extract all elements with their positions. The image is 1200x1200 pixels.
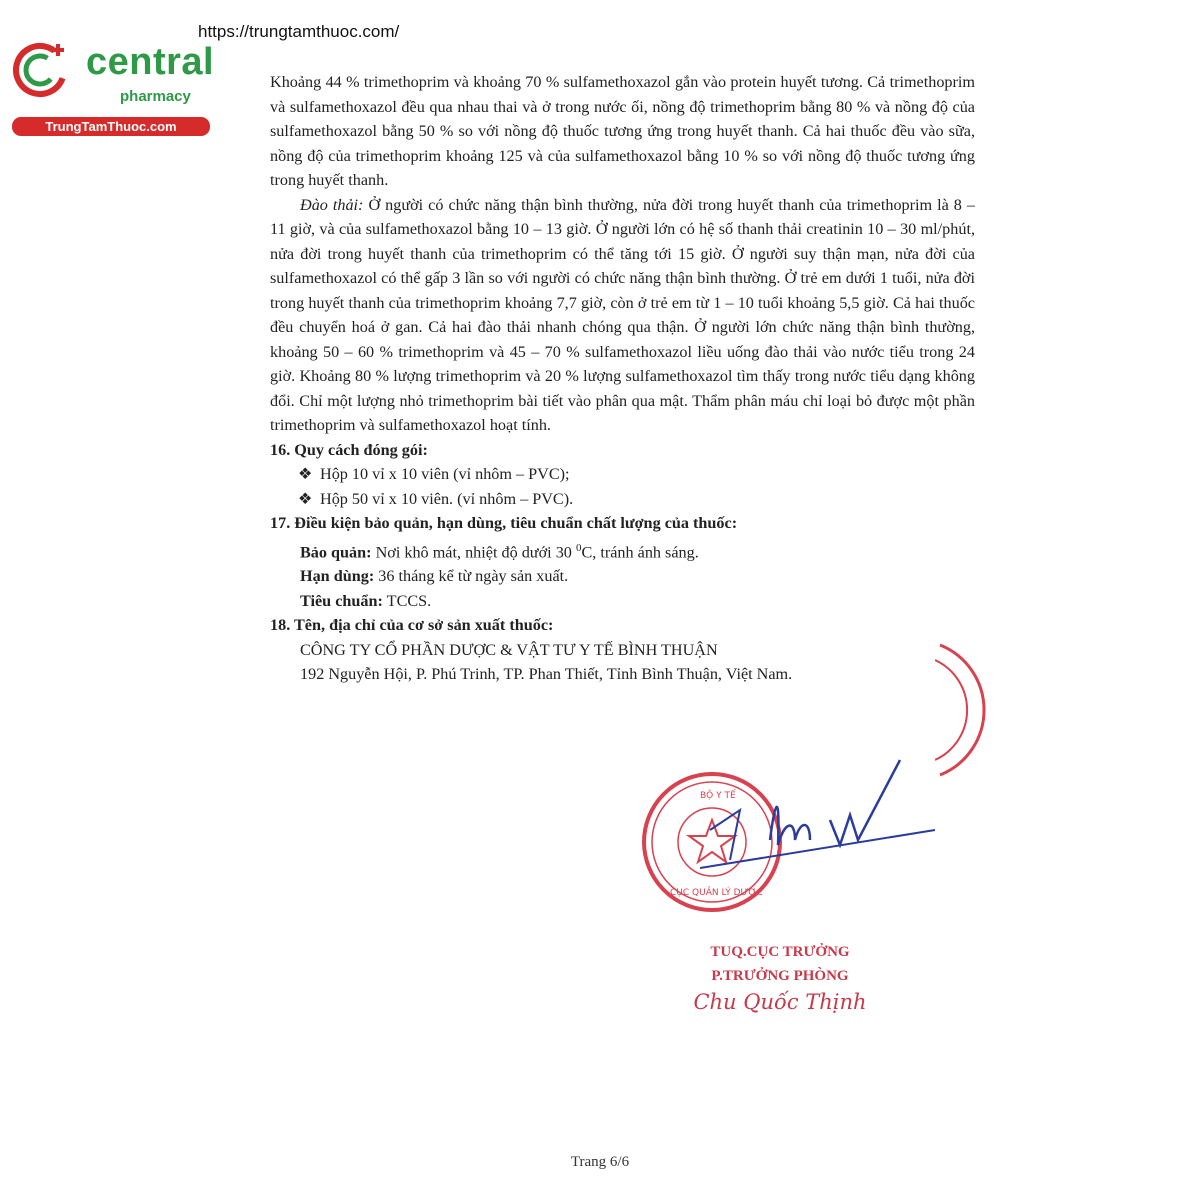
elimination-text: Ở người có chức năng thận bình thường, nửa đời trong huyết thanh của trimethoprim là 8 – 11 giờ, và của sulfamethoxazol bằng 10 – 13 giờ. Ở người lớn có hệ số thanh thải creatinin 10 – 30 ml/phút, nửa đời trong huyết thanh của trimethoprim có thể tăng tới 15 giờ. Ở người suy thận mạn, nửa đời của sulfamethoxazol có thể gấp 3 lần so với người có chức năng thận bình thường. Ở trẻ em dưới 1 tuổi, nửa đời trong huyết thanh của trimethoprim khoảng 7,7 giờ, còn ở trẻ em từ 1 – 10 tuổi khoảng 5,5 giờ. Cả hai thuốc đều chuyển hoá ở gan. Cả hai đào thải nhanh chóng qua thận. Ở người lớn chức năng thận bình thường, khoảng 50 – 60 % trimethoprim và 45 – 70 % sulfamethoxazol liều uống đào thải vào nước tiểu trong 24 giờ. Khoảng 80 % lượng trimethoprim và 20 % lượng sulfamethoxazol tìm thấy trong nước tiểu dạng không đổi. Chỉ một lượng nhỏ trimethoprim bài tiết vào phân qua mật. Thẩm phân máu chỉ loại bỏ được một phần trimethoprim và sulfamethoxazol hoạt tính. [270, 195, 975, 434]
storage-value-end: C, tránh ánh sáng. [581, 542, 699, 561]
storage-line [300, 536, 975, 565]
logo-name: central [86, 41, 215, 83]
signer-title-1: TUQ.CỤC TRƯỞNG [710, 944, 850, 960]
logo-banner: TrungTamThuoc.com [12, 117, 210, 136]
company-address: 192 Nguyễn Hội, P. Phú Trinh, TP. Phan Thiết, Tỉnh Bình Thuận, Việt Nam. [300, 665, 793, 684]
signer-name: Chu Quốc Thịnh [693, 990, 867, 1014]
handwritten-signature-icon [700, 750, 950, 880]
page-number: Trang 6/6 [570, 1154, 630, 1170]
package-item-text: Hộp 10 vỉ x 10 viên (vỉ nhôm – PVC); [320, 465, 570, 483]
degree-sign: 0 [575, 541, 582, 554]
company-name: CÔNG TY CỔ PHẦN DƯỢC & VẬT TƯ Y TẾ BÌNH THUẬN [300, 640, 718, 659]
logo-subtitle: pharmacy [120, 88, 191, 105]
paragraph-elimination [270, 193, 975, 438]
signature-block [690, 940, 870, 1014]
logo-ring-icon [10, 40, 70, 100]
expiry-line [300, 564, 975, 589]
section-16-heading: 16. Quy cách đóng gói: [270, 440, 428, 459]
expiry-value: 36 tháng kể từ ngày sản xuất. [374, 567, 569, 586]
signer-title-2: P.TRƯỞNG PHÒNG [711, 968, 849, 984]
standard-value: TCCS. [382, 591, 432, 610]
standard-label: Tiêu chuẩn: [300, 591, 383, 610]
package-item [298, 462, 975, 487]
paragraph-protein-binding: Khoảng 44 % trimethoprim và khoảng 70 % sulfamethoxazol gắn vào protein huyết tương. Cả trimethoprim và sulfamethoxazol đều qua nhau thai và ở trong nước ối, nồng độ trimethoprim bằng 80 % và nồng độ của sulfamethoxazol bằng 50 % so với nồng độ thuốc tương ứng trong huyết thanh. Cả hai thuốc đều vào sữa, nồng độ của trimethoprim khoảng 125 và của sulfamethoxazol bằng 10 % so với nồng độ thuốc tương ứng trong huyết thanh. [270, 73, 975, 189]
logo [0, 0, 230, 140]
package-item-text: Hộp 50 vỉ x 10 viên. (vỉ nhôm – PVC). [320, 489, 574, 508]
stamp-bottom-text: CỤC QUẢN LÝ DƯỢC [670, 888, 763, 898]
stamp-top-text: BỘ Y TẾ [700, 791, 736, 801]
storage-label: Bảo quản: [300, 542, 372, 561]
storage-value: Nơi khô mát, nhiệt độ dưới 30 [371, 542, 576, 561]
standard-line [300, 589, 975, 614]
expiry-label: Hạn dùng: [300, 567, 375, 586]
elimination-label: Đào thải: [300, 195, 364, 214]
package-item [298, 487, 975, 512]
source-url[interactable]: https://trungtamthuoc.com/ [198, 22, 400, 41]
section-17-heading: 17. Điều kiện bảo quản, hạn dùng, tiêu chuẩn chất lượng của thuốc: [270, 514, 738, 532]
diamond-bullet-icon: ❖ [298, 489, 313, 508]
document-body [270, 70, 975, 687]
section-18-heading: 18. Tên, địa chỉ của cơ sở sản xuất thuốc: [270, 616, 554, 635]
diamond-bullet-icon: ❖ [298, 465, 313, 483]
